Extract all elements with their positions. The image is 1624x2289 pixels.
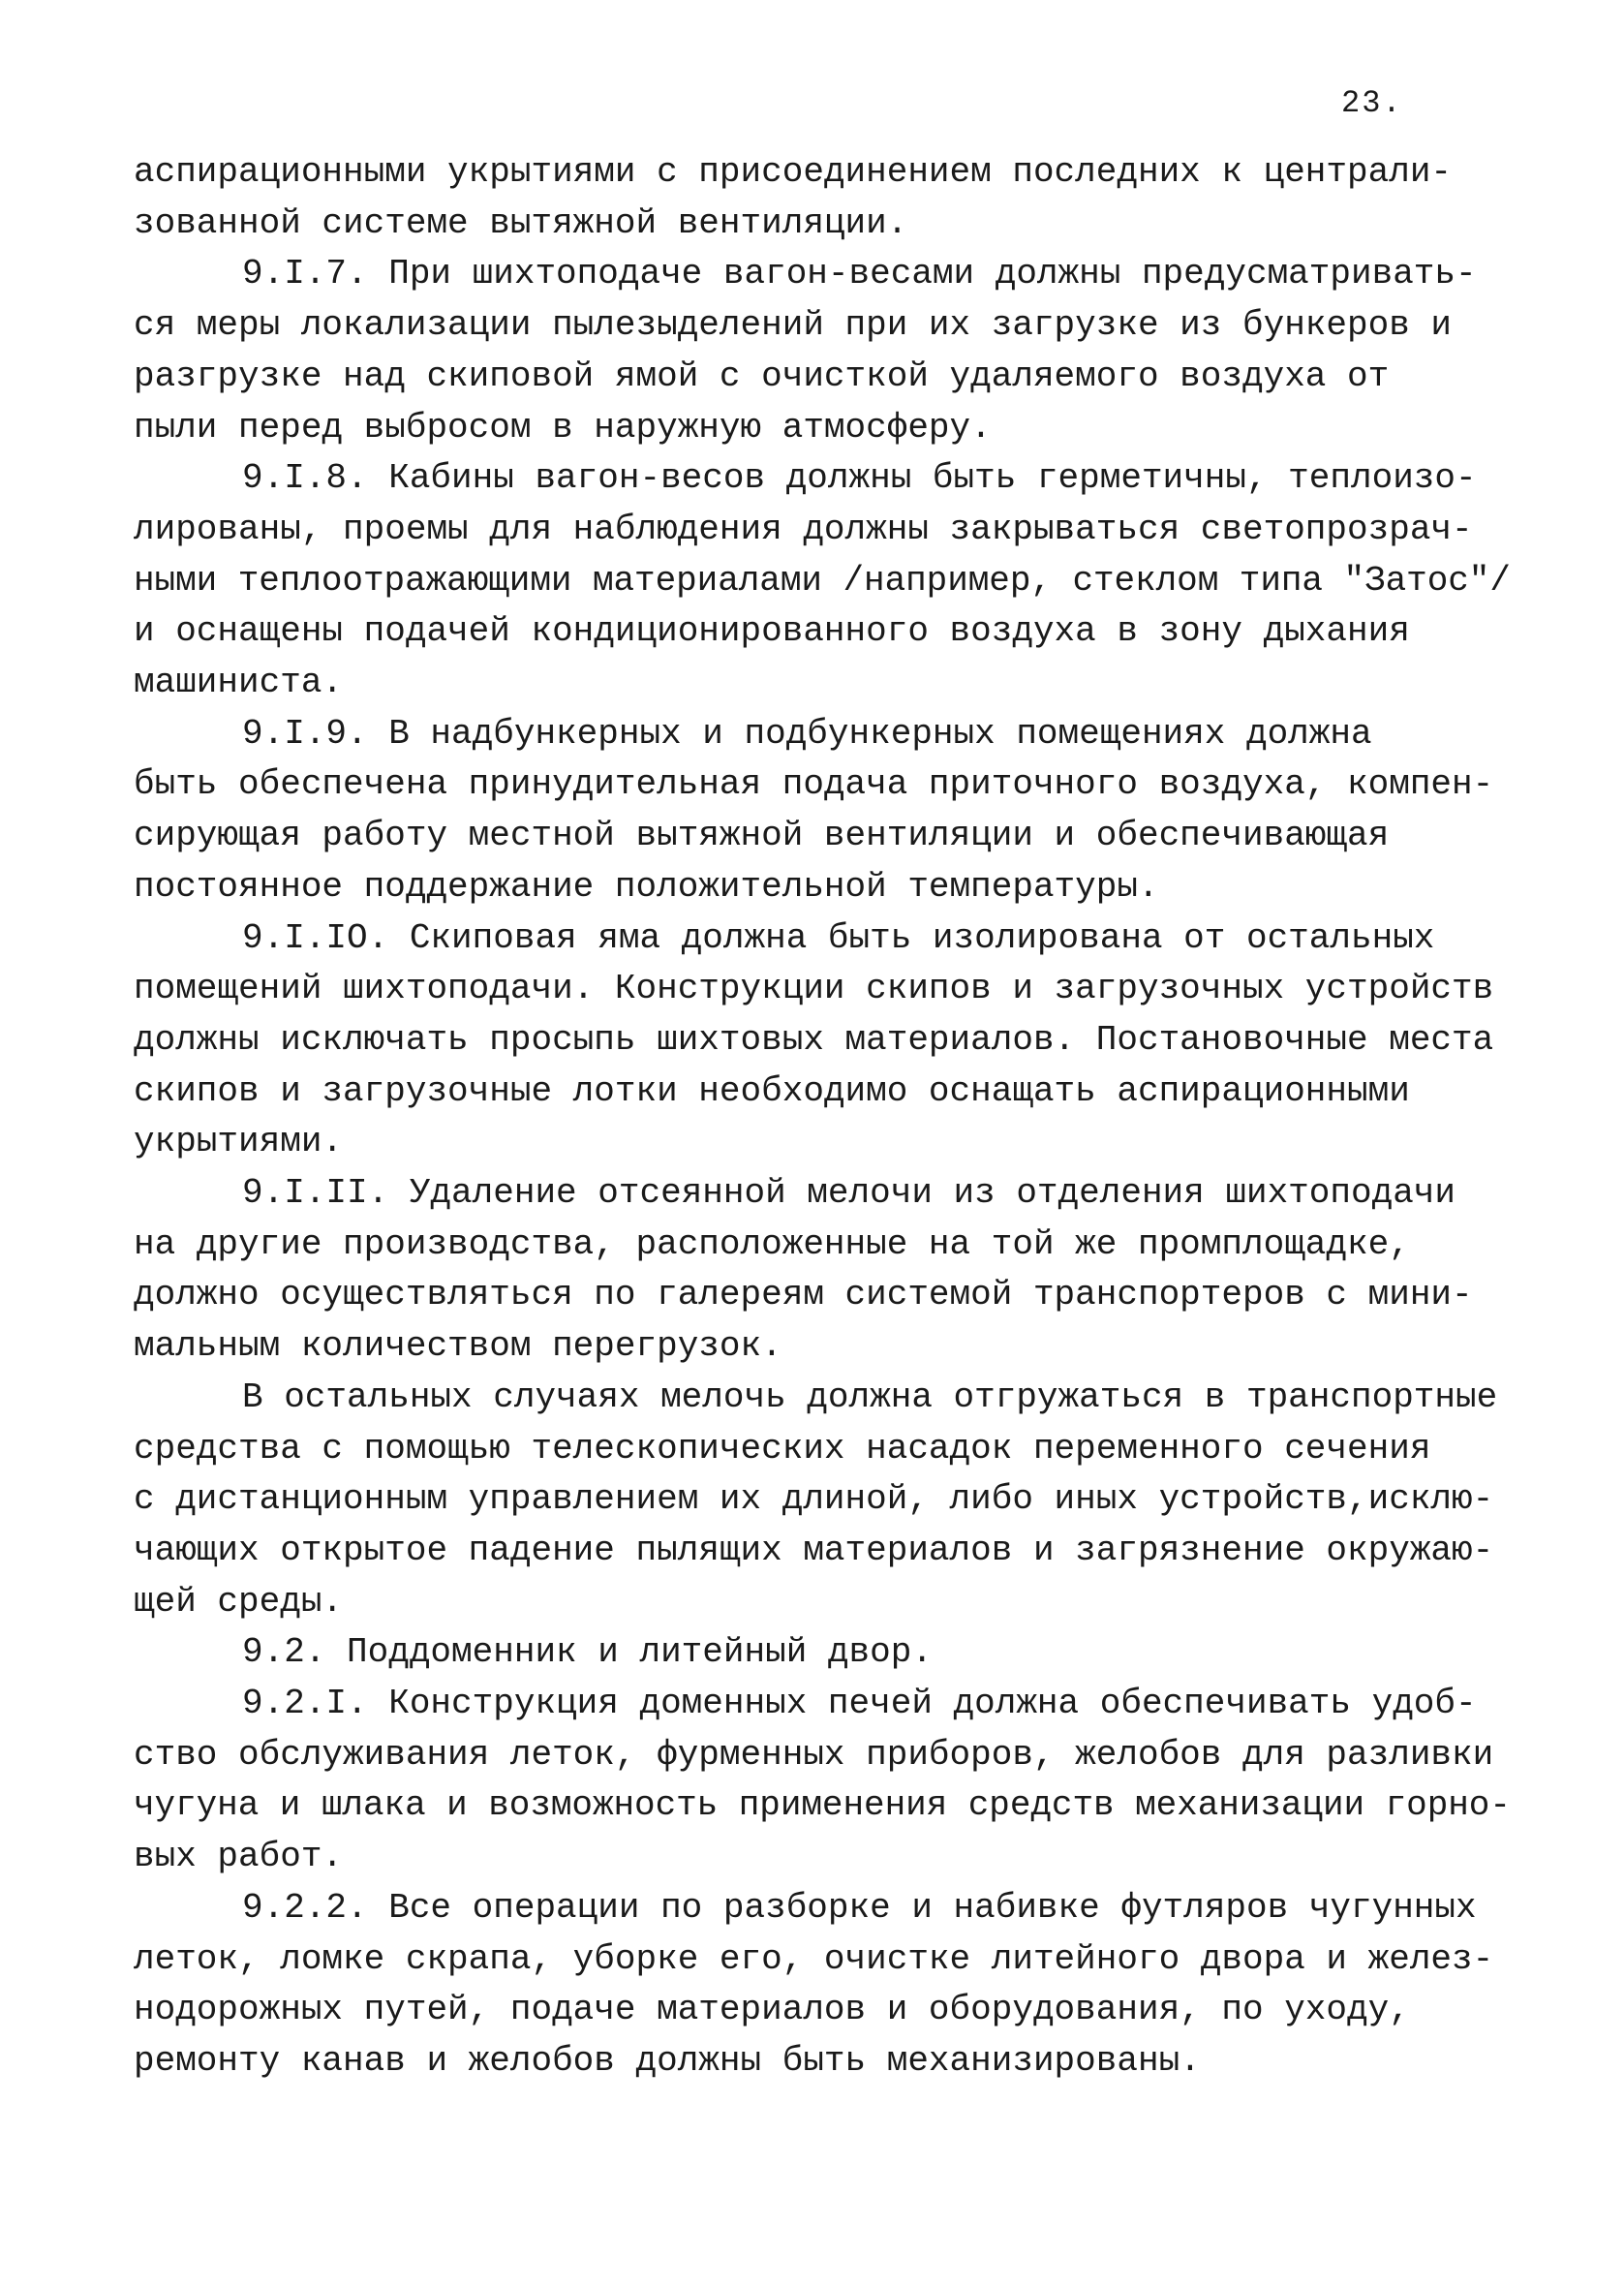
text-line: ремонту канав и желобов должны быть механизированы. <box>134 2041 1201 2081</box>
text-line: машиниста. <box>134 663 344 702</box>
text-line: леток, ломке скрапа, уборке его, очистке литейного двора и желез- <box>134 1939 1494 1979</box>
text-line: нодорожных путей, подаче материалов и оборудования, по уходу, <box>134 1990 1410 2029</box>
text-line: пыли перед выбросом в наружную атмосферу. <box>134 408 992 448</box>
paragraph-first-line: 9.I.IO. Скиповая яма должна быть изолирована от остальных <box>242 918 1435 958</box>
paragraph-first-line: 9.2. Поддоменник и литейный двор. <box>242 1632 933 1672</box>
paragraph-first-line: 9.2.I. Конструкция доменных печей должна обеспечивать удоб- <box>242 1684 1477 1723</box>
paragraph-first-line: 9.I.7. При шихтоподаче вагон-весами должны предусматривать- <box>242 254 1477 294</box>
text-line: помещений шихтоподачи. Конструкции скипов и загрузочных устройств <box>134 969 1494 1008</box>
text-line: ными теплоотражающими материалами /например, стеклом типа "Затос"/ <box>134 561 1511 601</box>
text-line: сирующая работу местной вытяжной вентиляции и обеспечивающая <box>134 816 1390 855</box>
text-line: лированы, проемы для наблюдения должны закрываться светопрозрач- <box>134 510 1473 549</box>
text-line: должны исключать просыпь шихтовых материалов. Постановочные места <box>134 1020 1494 1060</box>
page-number: 23. <box>1341 85 1403 121</box>
text-line: ся меры локализации пылезыделений при их загрузке из бункеров и <box>134 305 1453 345</box>
text-line: зованной системе вытяжной вентиляции. <box>134 203 908 243</box>
text-line: чающих открытое падение пылящих материалов и загрязнение окружаю- <box>134 1531 1494 1570</box>
text-line: и оснащены подачей кондиционированного воздуха в зону дыхания <box>134 611 1410 651</box>
text-line: средства с помощью телескопических насадок переменного сечения <box>134 1429 1431 1469</box>
text-line: вых работ. <box>134 1837 344 1876</box>
text-line: разгрузке над скиповой ямой с очисткой удаляемого воздуха от <box>134 356 1390 396</box>
paragraph-first-line: 9.I.8. Кабины вагон-весов должны быть герметичны, теплоизо- <box>242 458 1477 498</box>
text-line: аспирационными укрытиями с присоединением последних к централи- <box>134 152 1453 192</box>
text-line: должно осуществляться по галереям системой транспортеров с мини- <box>134 1275 1473 1315</box>
paragraph-first-line: 9.I.II. Удаление отсеянной мелочи из отделения шихтоподачи <box>242 1173 1456 1213</box>
text-line: быть обеспечена принудительная подача приточного воздуха, компен- <box>134 764 1494 804</box>
text-line: постоянное поддержание положительной температуры. <box>134 867 1159 907</box>
text-line: мальным количеством перегрузок. <box>134 1326 782 1366</box>
text-line: скипов и загрузочные лотки необходимо оснащать аспирационными <box>134 1071 1410 1111</box>
text-line: чугуна и шлака и возможность применения средств механизации горно- <box>134 1785 1511 1825</box>
paragraph-first-line: 9.2.2. Все операции по разборке и набивке футляров чугунных <box>242 1888 1477 1928</box>
text-line: на другие производства, расположенные на той же промплощадке, <box>134 1224 1410 1264</box>
paragraph-first-line: 9.I.9. В надбункерных и подбункерных помещениях должна <box>242 714 1372 754</box>
text-line: укрытиями. <box>134 1122 344 1161</box>
text-line: ство обслуживания леток, фурменных приборов, желобов для разливки <box>134 1735 1494 1775</box>
paragraph-first-line: В остальных случаях мелочь должна отгружаться в транспортные <box>242 1377 1498 1417</box>
text-line: с дистанционным управлением их длиной, либо иных устройств,исклю- <box>134 1479 1494 1519</box>
text-line: щей среды. <box>134 1582 344 1622</box>
